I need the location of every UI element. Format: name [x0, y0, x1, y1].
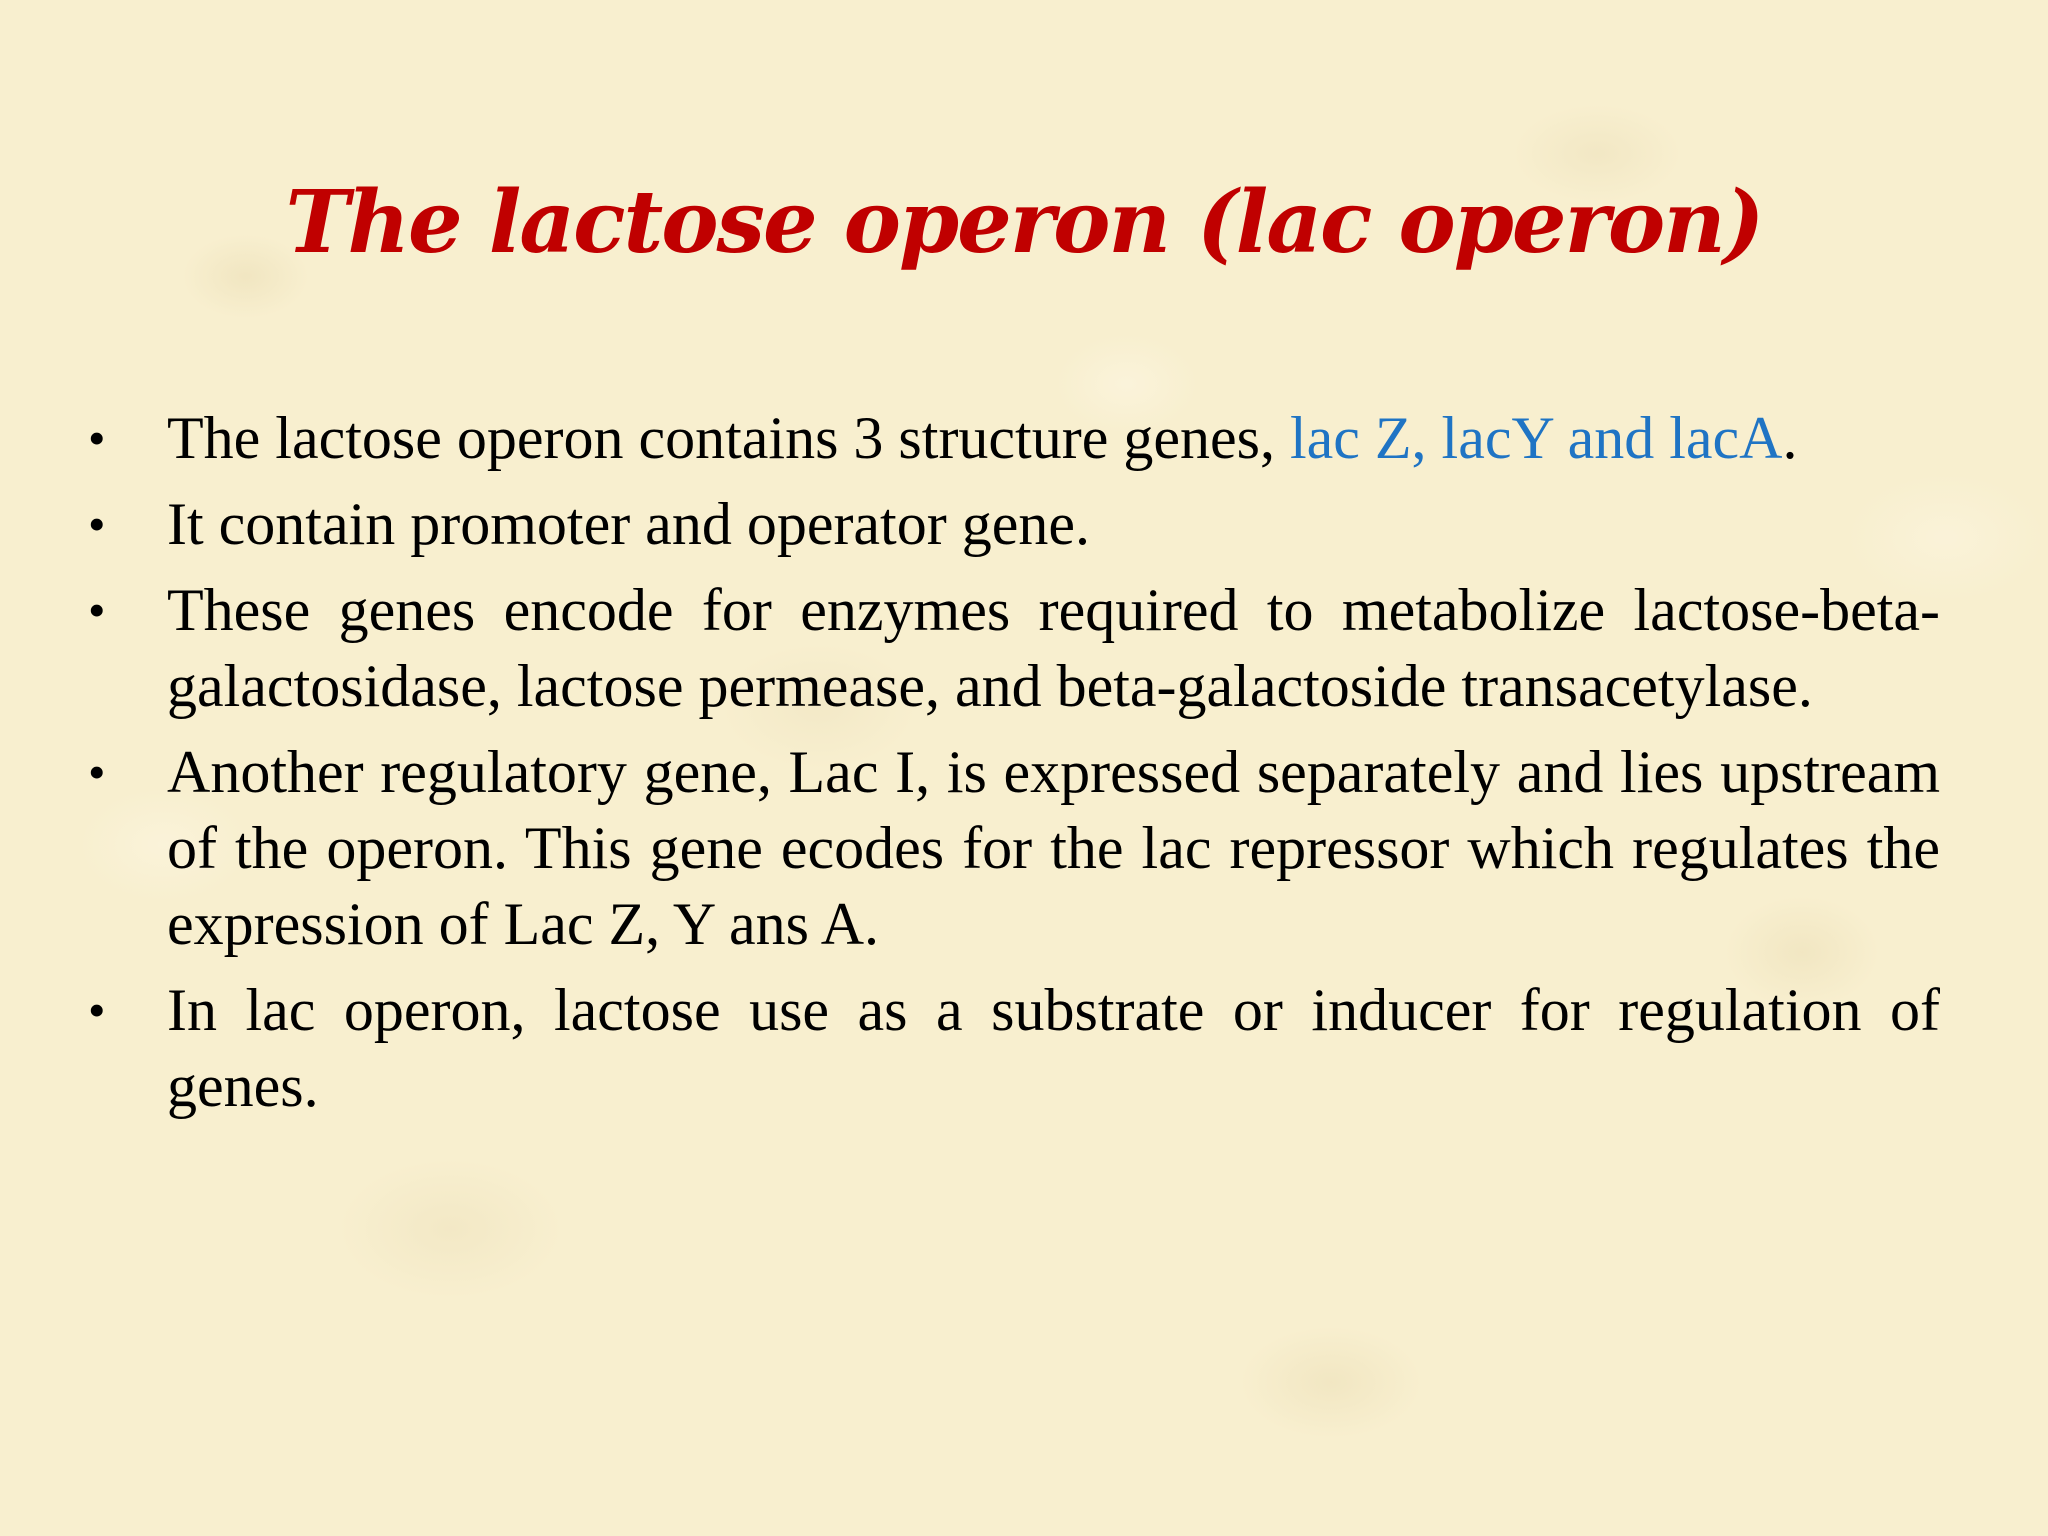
bullet-dot-icon: • — [88, 982, 106, 1038]
bullet-text-3: These genes encode for enzymes required to metabolize lactose-beta-galactosidase, lactose permease, and beta-galactoside transacetylase. — [167, 577, 1940, 719]
bullet-text-1-post: . — [1782, 405, 1798, 471]
bullet-dot-icon: • — [88, 744, 106, 800]
bullet-list — [80, 400, 1940, 1134]
bullet-item-2 — [80, 486, 1940, 562]
bullet-text-5: In lac operon, lactose use as a substrate or inducer for regulation of genes. — [167, 977, 1940, 1119]
bullet-item-5 — [80, 972, 1940, 1124]
bullet-dot-icon: • — [88, 410, 106, 466]
gene-names-highlight: lac Z, lacY and lacA — [1289, 405, 1783, 471]
bullet-text-2: It contain promoter and operator gene. — [167, 491, 1090, 557]
bullet-item-1 — [80, 400, 1940, 476]
bullet-text-4: Another regulatory gene, Lac I, is expressed separately and lies upstream of the operon. This gene ecodes for the lac repressor which regulates the expression of Lac Z, Y ans A. — [167, 739, 1940, 957]
bullet-dot-icon: • — [88, 496, 106, 552]
slide-title: The lactose operon (lac operon) — [285, 172, 1763, 273]
bullet-item-3 — [80, 572, 1940, 724]
bullet-text-1-pre: The lactose operon contains 3 structure genes, — [167, 405, 1290, 471]
bullet-item-4 — [80, 734, 1940, 962]
bullet-dot-icon: • — [88, 582, 106, 638]
